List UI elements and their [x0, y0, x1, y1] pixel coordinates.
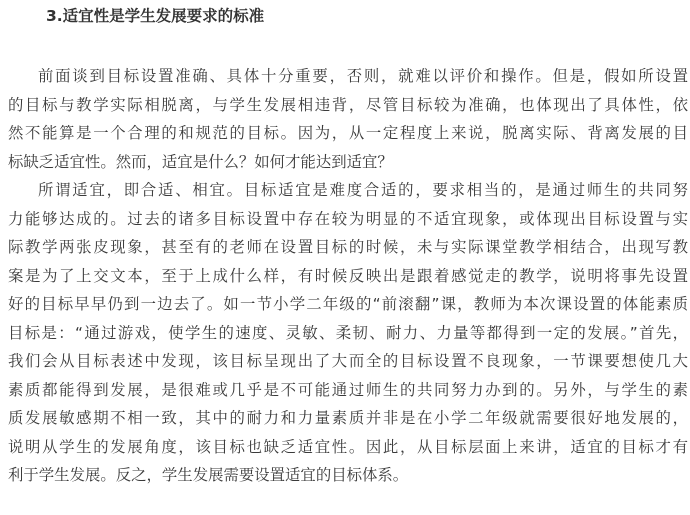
paragraph-1-line-1: 前面谈到目标设置准确、具体十分重要，否则，就难以评价和操作。但是，假如所设置	[38, 67, 688, 85]
paragraph-1-line-2: 的目标与教学实际相脱离，与学生发展相违背，尽管目标较为准确，也体现出了具体性，依	[8, 95, 688, 114]
section-heading: 3.适宜性是学生发展要求的标准	[46, 7, 265, 25]
paragraph-2-line-2: 力能够达成的。过去的诸多目标设置中存在较为明显的不适宜现象，或体现出目标设置与实	[8, 209, 688, 228]
paragraph-2-line-10: 说明从学生的发展角度，该目标也缺乏适宜性。因此，从目标层面上来讲，适宜的目标才有	[8, 437, 688, 456]
paragraph-2-line-3: 际教学两张皮现象，甚至有的老师在设置目标的时候，未与实际课堂教学相结合，出现写教	[8, 238, 688, 256]
paragraph-2-line-7: 我们会从目标表述中发现，该目标呈现出了大而全的目标设置不良现象，一节课要想使几大	[8, 352, 688, 370]
paragraph-2-line-8: 素质都能得到发展，是很难或几乎是不可能通过师生的共同努力办到的。另外，与学生的素	[8, 380, 688, 399]
body-text	[8, 62, 688, 490]
paragraph-2-line-4: 案是为了上交文本，至于上成什么样，有时候反映出是跟着感觉走的教学，说明将事先设置	[8, 266, 688, 285]
paragraph-2-line-5: 好的目标早早仍到一边去了。如一节小学二年级的“前滚翻”课，教师为本次课设置的体能素质	[8, 295, 688, 313]
paragraph-2-line-9: 质发展敏感期不相一致，其中的耐力和力量素质并非是在小学二年级就需要很好地发展的，	[8, 409, 688, 427]
paragraph-2-line-1: 所谓适宜，即合适、相宜。目标适宜是难度合适的，要求相当的，是通过师生的共同努	[38, 181, 688, 199]
paragraph-1-line-3: 然不能算是一个合理的和规范的目标。因为，从一定程度上来说，脱离实际、背离发展的目	[8, 124, 688, 142]
paragraph-2-line-6: 目标是：“通过游戏，使学生的速度、灵敏、柔韧、耐力、力量等都得到一定的发展。”首先，	[8, 323, 688, 342]
paragraph-1-line-4: 标缺乏适宜性。然而，适宜是什么？如何才能达到适宜？	[8, 152, 393, 171]
paragraph-2-line-11: 利于学生发展。反之，学生发展需要设置适宜的目标体系。	[8, 466, 409, 484]
